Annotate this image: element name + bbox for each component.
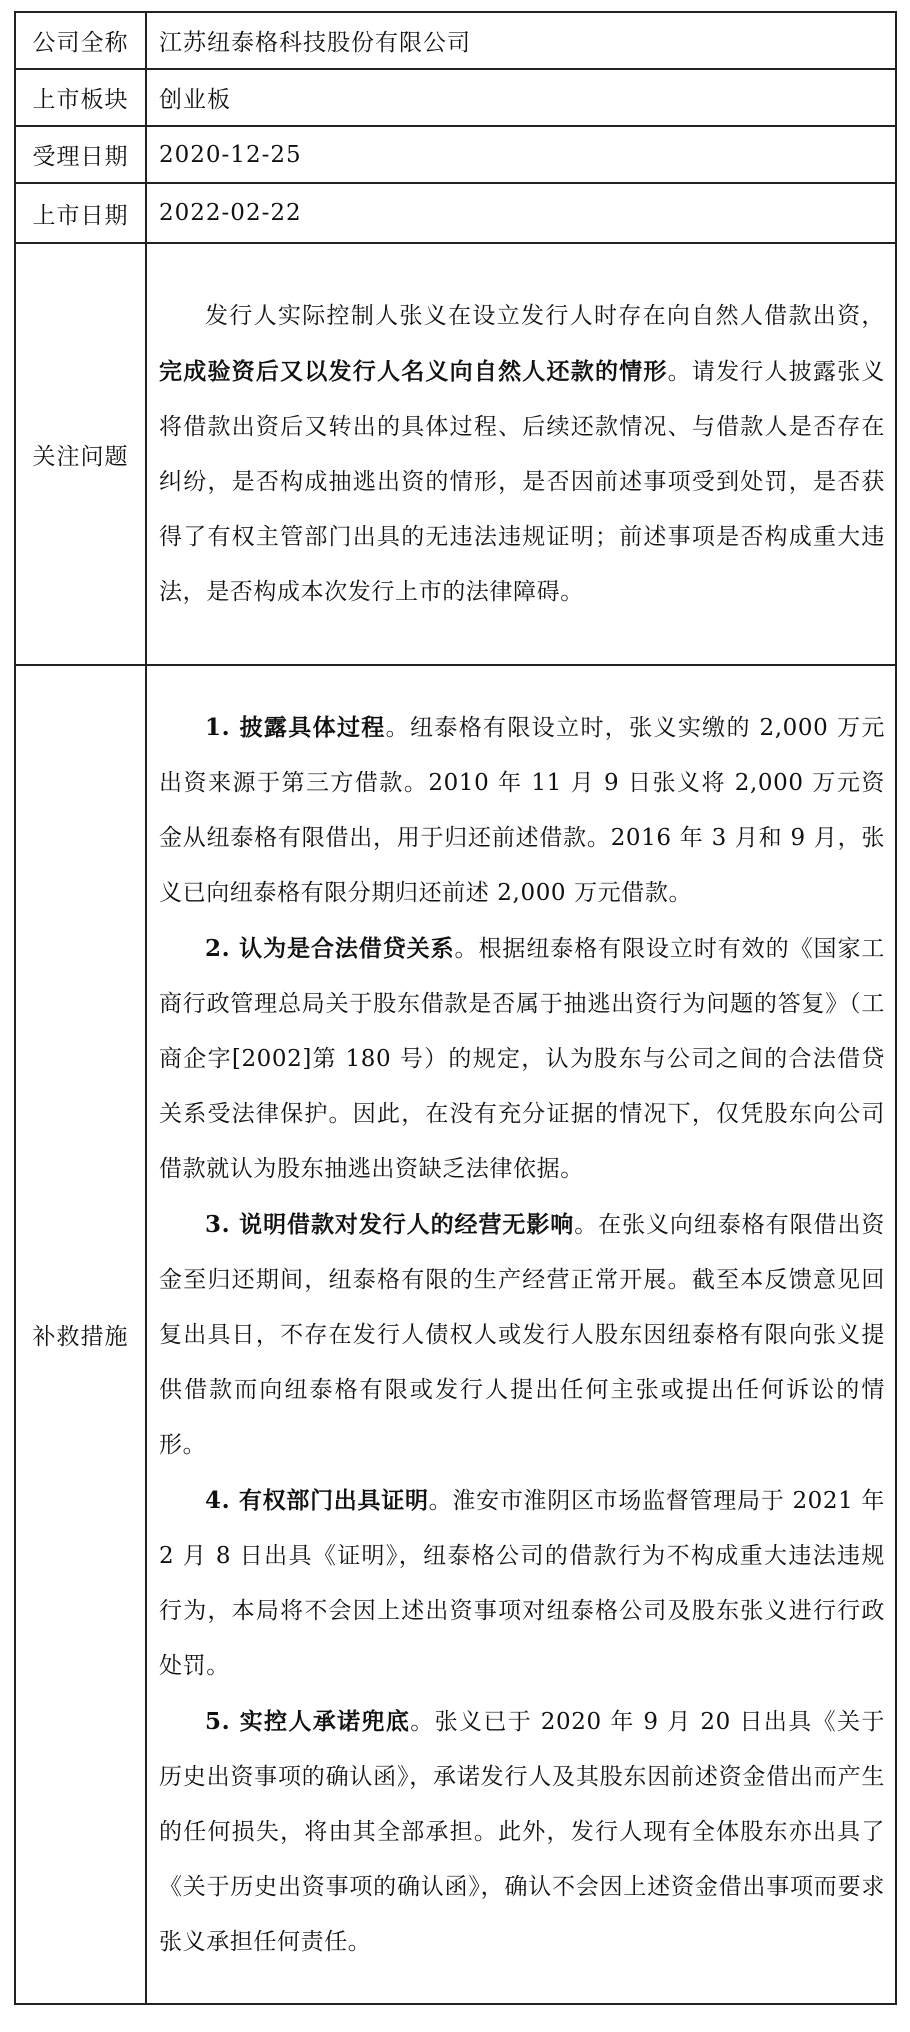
company-name-value: 江苏纽泰格科技股份有限公司 bbox=[146, 12, 896, 69]
concern-text-bold: 完成验资后又以发行人名义向自然人还款的情形 bbox=[159, 357, 668, 385]
remedy-item-4 bbox=[159, 1473, 885, 1694]
listing-board-value: 创业板 bbox=[146, 69, 896, 126]
concern-text-b: 。请发行人披露张义将借款出资后又转出的具体过程、后续还款情况、与借款人是否存在纠纷，是否构成抽逃出资的情形，是否因前述事项受到处罚，是否获得了有权主管部门出具的无违法违规证明；前述事项是否构成重大违法，是否构成本次发行上市的法律障碍。 bbox=[159, 358, 885, 605]
remedy-item-3-heading: 3. 说明借款对发行人的经营无影响 bbox=[205, 1210, 575, 1238]
company-info-table bbox=[14, 11, 897, 2005]
company-name-label: 公司全称 bbox=[15, 12, 146, 69]
row-remedy bbox=[15, 665, 896, 2004]
remedy-item-4-text: 。淮安市淮阴区市场监督管理局于 2021 年 2 月 8 日出具《证明》，纽泰格公司的借款行为不构成重大违法违规行为，本局将不会因上述出资事项对纽泰格公司及股东张义进行行政处罚。 bbox=[159, 1487, 885, 1679]
remedy-item-1-heading: 1. 披露具体过程 bbox=[205, 713, 386, 741]
listing-date-value: 2022-02-22 bbox=[146, 183, 896, 243]
concern-paragraph bbox=[159, 289, 885, 620]
remedy-content bbox=[146, 665, 896, 2004]
row-concern bbox=[15, 243, 896, 665]
concern-content bbox=[146, 243, 896, 665]
remedy-item-2-heading: 2. 认为是合法借贷关系 bbox=[205, 934, 455, 962]
remedy-item-2-text: 。根据纽泰格有限设立时有效的《国家工商行政管理总局关于股东借款是否属于抽逃出资行为问题的答复》（工商企字[2002]第 180 号）的规定，认为股东与公司之间的合法借贷关系受法律保护。因此，在没有充分证据的情况下，仅凭股东向公司借款就认为股东抽逃出资缺乏法律依据。 bbox=[159, 935, 885, 1182]
concern-label: 关注问题 bbox=[15, 243, 146, 665]
remedy-item-3-text: 。在张义向纽泰格有限借出资金至归还期间，纽泰格有限的生产经营正常开展。截至本反馈意见回复出具日，不存在发行人债权人或发行人股东因纽泰格有限向张义提供借款而向纽泰格有限或发行人提出任何主张或提出任何诉讼的情形。 bbox=[159, 1211, 885, 1458]
listing-board-label: 上市板块 bbox=[15, 69, 146, 126]
remedy-label: 补救措施 bbox=[15, 665, 146, 2004]
remedy-item-5 bbox=[159, 1694, 885, 1970]
remedy-item-1-text: 。纽泰格有限设立时，张义实缴的 2,000 万元出资来源于第三方借款。2010 年 11 月 9 日张义将 2,000 万元资金从纽泰格有限借出，用于归还前述借款。2016 年 3 月和 9 月，张义已向纽泰格有限分期归还前述 2,000 万元借款。 bbox=[159, 714, 885, 906]
remedy-item-5-text: 。张义已于 2020 年 9 月 20 日出具《关于历史出资事项的确认函》，承诺发行人及其股东因前述资金借出而产生的任何损失，将由其全部承担。此外，发行人现有全体股东亦出具了《关于历史出资事项的确认函》，确认不会因上述资金借出事项而要求张义承担任何责任。 bbox=[159, 1708, 885, 1955]
row-acceptance-date bbox=[15, 126, 896, 183]
concern-text-a: 发行人实际控制人张义在设立发行人时存在向自然人借款出资， bbox=[205, 302, 885, 329]
acceptance-date-value: 2020-12-25 bbox=[146, 126, 896, 183]
acceptance-date-label: 受理日期 bbox=[15, 126, 146, 183]
row-company-name bbox=[15, 12, 896, 69]
remedy-item-3 bbox=[159, 1197, 885, 1473]
row-listing-board bbox=[15, 69, 896, 126]
remedy-item-5-heading: 5. 实控人承诺兜底 bbox=[205, 1707, 411, 1735]
remedy-item-1 bbox=[159, 700, 885, 921]
listing-date-label: 上市日期 bbox=[15, 183, 146, 243]
remedy-item-2 bbox=[159, 921, 885, 1197]
row-listing-date bbox=[15, 183, 896, 243]
remedy-item-4-heading: 4. 有权部门出具证明 bbox=[205, 1486, 429, 1514]
